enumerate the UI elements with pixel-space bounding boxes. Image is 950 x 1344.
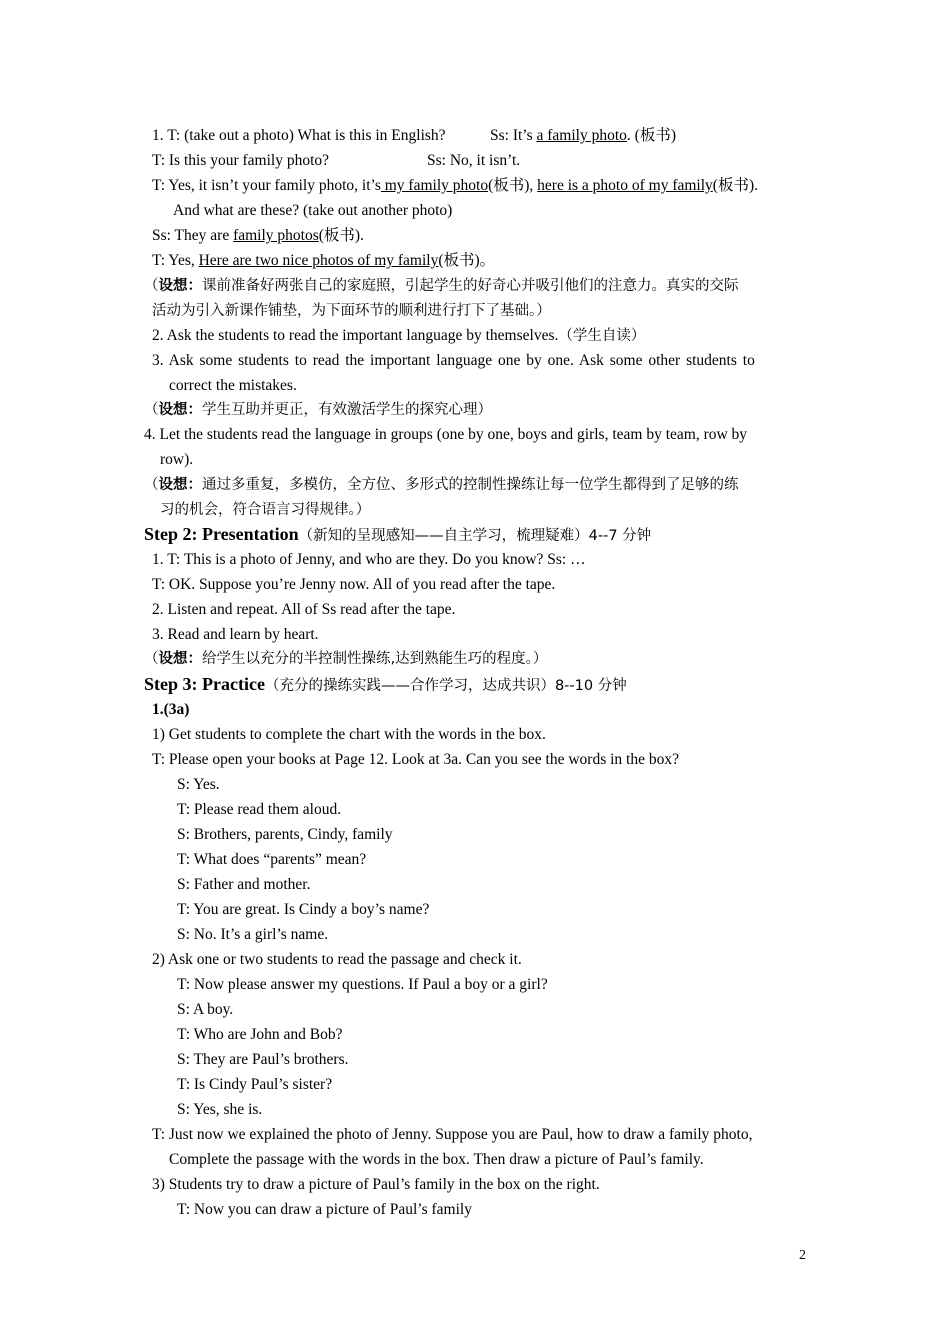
step-item — [152, 600, 455, 620]
step-item — [152, 351, 755, 371]
dialogue-line — [177, 825, 393, 845]
dialogue-line — [427, 151, 520, 171]
note-text: 习的机会，符合语言习得规律。） — [160, 502, 371, 518]
step-title: Step 2: Presentation — [144, 524, 299, 544]
design-note — [160, 500, 370, 520]
design-note — [144, 475, 739, 495]
design-note — [144, 276, 739, 296]
line-text: Ss: They are — [152, 227, 234, 244]
line-text: And what are these? (take out another photo) — [173, 202, 453, 219]
underlined-phrase: my family photo — [380, 177, 489, 194]
step-item — [152, 550, 586, 570]
section-heading — [144, 524, 651, 546]
step-item — [144, 425, 747, 445]
design-label: 设想： — [158, 402, 202, 418]
dialogue-line — [152, 126, 446, 146]
step-item — [152, 950, 522, 970]
dialogue-line — [152, 1125, 752, 1145]
section-heading — [144, 674, 627, 696]
underlined-phrase: here is a photo of my family — [537, 177, 713, 194]
note-text: 活动为引入新课作铺垫，为下面环节的顺利进行打下了基础。） — [152, 303, 551, 319]
step-item — [152, 725, 546, 745]
design-label: 设想： — [158, 278, 202, 294]
teacher-question: T: Is this your family photo? — [152, 152, 330, 169]
dialogue-line — [152, 750, 679, 770]
line-text: T: Just now we explained the photo of Jenny. Suppose you are Paul, how to draw a family photo, — [152, 1126, 753, 1143]
step-subtitle: （新知的呈现感知——自主学习，梳理疑难）4--7 分钟 — [298, 528, 652, 544]
dialogue-line — [177, 775, 220, 795]
underlined-phrase: Here are two nice photos of my family — [198, 252, 439, 269]
underlined-phrase: a family photo — [536, 127, 627, 144]
line-text: 1. T: This is a photo of Jenny, and who are they. Do you know? Ss: … — [152, 551, 586, 568]
line-text: S: Yes, she is. — [177, 1101, 263, 1118]
dialogue-line — [177, 900, 429, 920]
line-text: T: What does “parents” mean? — [177, 851, 367, 868]
design-note — [152, 301, 551, 321]
line-text: T: Yes, — [152, 252, 199, 269]
dialogue-line — [177, 800, 341, 820]
paren: （ — [144, 651, 159, 667]
step-item — [160, 450, 193, 470]
line-text: 2. Ask the students to read the important language by themselves. — [152, 327, 559, 344]
dialogue-line — [169, 1150, 704, 1170]
line-text: 3. Read and learn by heart. — [152, 626, 319, 643]
design-label: 设想： — [158, 651, 202, 667]
note-text: 通过多重复，多模仿，全方位、多形式的控制性操练让每一位学生都得到了足够的练 — [202, 477, 739, 493]
dialogue-line — [490, 126, 676, 146]
step-title: Step 3: Practice — [144, 674, 265, 694]
teacher-question: 1. T: (take out a photo) What is this in English? — [152, 127, 446, 144]
line-text: 1.(3a) — [152, 701, 190, 718]
line-text: S: No. It’s a girl’s name. — [177, 926, 329, 943]
board-note: (板书)。 — [438, 252, 496, 269]
line-text: T: Please open your books at Page 12. Look at 3a. Can you see the words in the box? — [152, 751, 679, 768]
line-text: correct the mistakes. — [169, 377, 297, 394]
student-answer: Ss: No, it isn’t. — [427, 152, 521, 169]
line-text: 2) Ask one or two students to read the passage and check it. — [152, 951, 522, 968]
dialogue-line — [152, 251, 495, 271]
line-text: S: Father and mother. — [177, 876, 311, 893]
dialogue-line — [177, 875, 310, 895]
board-note: (板书). — [318, 227, 364, 244]
dialogue-line — [152, 176, 758, 196]
dialogue-line — [152, 151, 329, 171]
line-text: 3. Ask some students to read the important language one by one. Ask some other students to — [152, 352, 755, 369]
dialogue-line — [173, 201, 452, 221]
line-text: T: OK. Suppose you’re Jenny now. All of you read after the tape. — [152, 576, 556, 593]
line-text: row). — [160, 451, 194, 468]
board-note: (板书), — [488, 177, 538, 194]
step-item — [169, 376, 297, 396]
dialogue-line — [177, 975, 548, 995]
design-note — [144, 649, 547, 669]
dialogue-line — [177, 925, 328, 945]
line-text: 2. Listen and repeat. All of Ss read after the tape. — [152, 601, 456, 618]
line-text: T: Please read them aloud. — [177, 801, 342, 818]
step-item — [152, 326, 645, 346]
step-item — [152, 575, 555, 595]
paren: （ — [144, 477, 159, 493]
dialogue-line — [177, 1000, 233, 1020]
line-text: T: Who are John and Bob? — [177, 1026, 343, 1043]
line-text: S: A boy. — [177, 1001, 234, 1018]
line-text: T: Is Cindy Paul’s sister? — [177, 1076, 333, 1093]
step-subtitle: （充分的操练实践——合作学习，达成共识）8--10 分钟 — [264, 678, 627, 694]
note-text: 学生互助并更正，有效激活学生的探究心理） — [202, 402, 492, 418]
line-text: S: Brothers, parents, Cindy, family — [177, 826, 393, 843]
board-note: . (板书) — [626, 127, 676, 144]
design-note — [144, 400, 492, 420]
line-text: T: Now you can draw a picture of Paul’s family — [177, 1201, 472, 1218]
dialogue-line — [177, 1050, 348, 1070]
page-number: 2 — [799, 1248, 806, 1263]
line-text: S: Yes. — [177, 776, 220, 793]
line-text: 3) Students try to draw a picture of Paul’s family in the box on the right. — [152, 1176, 600, 1193]
note-text: 课前准备好两张自己的家庭照，引起学生的好奇心并吸引他们的注意力。真实的交际 — [202, 278, 739, 294]
note-text: 给学生以充分的半控制性操练,达到熟能生巧的程度。） — [202, 651, 548, 667]
line-text: 4. Let the students read the language in groups (one by one, boys and girls, team by team, row by — [144, 426, 748, 443]
line-text: T: You are great. Is Cindy a boy’s name? — [177, 901, 430, 918]
note-text: （学生自读） — [558, 328, 646, 344]
design-label: 设想： — [158, 477, 202, 493]
dialogue-line — [152, 226, 364, 246]
dialogue-line — [177, 1200, 472, 1220]
dialogue-line — [177, 850, 366, 870]
dialogue-line — [177, 1075, 332, 1095]
student-answer: Ss: It’s — [490, 127, 537, 144]
line-text: Complete the passage with the words in the box. Then draw a picture of Paul’s family. — [169, 1151, 704, 1168]
paren: （ — [144, 402, 159, 418]
board-note: (板书). — [712, 177, 758, 194]
dialogue-line — [177, 1100, 262, 1120]
paren: （ — [144, 278, 159, 294]
underlined-phrase: family photos — [233, 227, 319, 244]
line-text: T: Now please answer my questions. If Paul a boy or a girl? — [177, 976, 548, 993]
sub-heading — [152, 700, 189, 720]
step-item — [152, 1175, 600, 1195]
line-text: T: Yes, it isn’t your family photo, it’s — [152, 177, 381, 194]
line-text: S: They are Paul’s brothers. — [177, 1051, 349, 1068]
line-text: 1) Get students to complete the chart with the words in the box. — [152, 726, 546, 743]
step-item — [152, 625, 319, 645]
dialogue-line — [177, 1025, 343, 1045]
